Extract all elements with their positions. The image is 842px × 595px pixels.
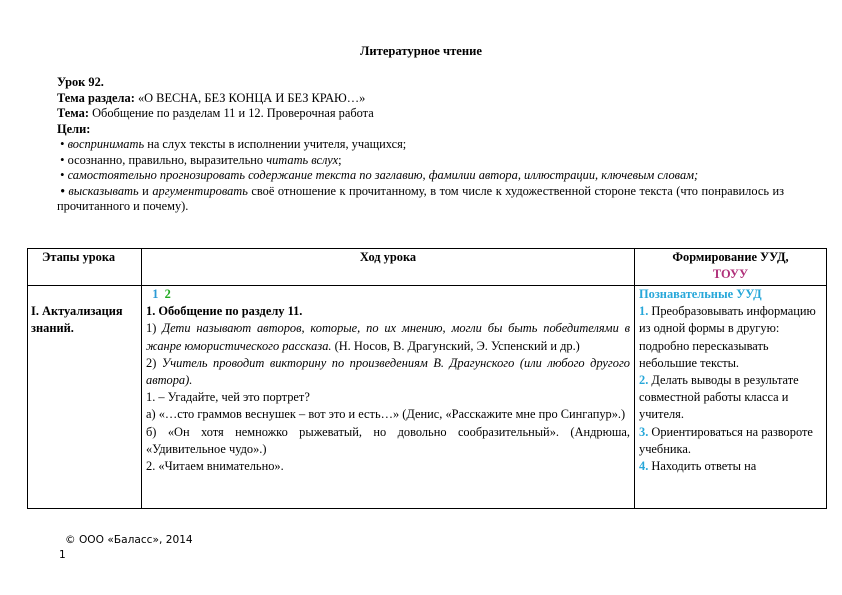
section-value: «О ВЕСНА, БЕЗ КОНЦА И БЕЗ КРАЮ…» (137, 90, 366, 105)
goal-4 (57, 184, 784, 215)
section-label: Тема раздела: (57, 90, 135, 105)
goal-3-text: самостоятельно прогнозировать содержание текста по заглавию, фамилии автора, иллюстрации, ключевым словам; (67, 168, 699, 182)
footer-copyright: © ООО «Баласс», 2014 (65, 534, 193, 546)
section-line (57, 91, 784, 107)
topic-value: Обобщение по разделам 11 и 12. Проверочная работа (92, 106, 374, 120)
lesson-number: Урок 92. (57, 75, 104, 89)
stage-label: I. Актуализация знаний. (31, 304, 123, 336)
goal-2: • осознанно, правильно, выразительно читать вслух; (60, 152, 342, 167)
question-2: 2. «Читаем внимательно». (146, 459, 284, 474)
goals-label: Цели: (57, 121, 91, 136)
bullet: • (60, 152, 65, 167)
course-cell (142, 286, 635, 509)
uud-title: Познавательные УУД (639, 287, 762, 301)
header-uud: Формирование УУД, ТОУУ (635, 249, 827, 286)
goal-2-italic: читать вслух (266, 152, 339, 167)
page-number: 1 (59, 549, 66, 561)
step-numbers (146, 286, 630, 303)
uud-item: 2. Делать выводы в результате совместной работы класса и учителя. (639, 373, 799, 422)
header-stages: Этапы урока (28, 249, 142, 286)
goal-2-text: осознанно, правильно, выразительно (67, 152, 264, 167)
paragraph-2: 2) Учитель проводит викторину по произведениям В. Драгунского (или любого другого автора). (146, 355, 630, 388)
bullet: • (60, 168, 65, 182)
goal-4-verb1: высказывать (68, 183, 139, 198)
uud-cell (635, 286, 827, 509)
goal-4-and: и (142, 183, 149, 198)
header-course: Ход урока (142, 249, 635, 286)
goal-4-text: своё отношение к прочитанному, в том числе к художественной стороне текста (что понравилось из прочитанного и почему). (57, 183, 784, 213)
question-1: 1. – Угадайте, чей это портрет? (146, 390, 310, 405)
stage-cell (28, 286, 142, 509)
page-title: Литературное чтение (360, 44, 482, 58)
question-a: а) «…сто граммов веснушек – вот это и есть…» (Денис, «Расскажите мне про Сингапур».) (146, 407, 626, 422)
goal-4-verb2: аргументировать (152, 183, 248, 198)
goal-3 (57, 168, 784, 184)
step-num-2: 2 (164, 287, 171, 301)
goal-1-verb: воспринимать (67, 137, 145, 151)
goal-1-text: на слух тексты в исполнении учителя, учащихся; (147, 137, 407, 151)
touu-label: ТОУУ (712, 267, 749, 282)
question-b: б) «Он хотя немножко рыжеватый, но довольно сообразительный». (Андрюша, «Удивительное чудо».) (146, 424, 630, 456)
table-row (28, 286, 827, 509)
paragraph-1: 1) Дети называют авторов, которые, по их мнению, могли бы быть победителями в жанре юмористического рассказа. (Н. Носов, В. Драгунский, Э. Успенский и др.) (146, 321, 630, 353)
uud-item: 4. Находить ответы на (639, 459, 757, 474)
topic-label: Тема: (57, 106, 89, 120)
goal-1 (57, 137, 784, 153)
bullet: • (60, 137, 65, 151)
topic-line (57, 106, 784, 122)
lesson-table (27, 248, 827, 509)
uud-item: 3. Ориентироваться на развороте учебника. (639, 424, 813, 456)
lesson-meta (57, 75, 784, 215)
bullet: • (60, 183, 65, 198)
section-heading: 1. Обобщение по разделу 11. (146, 304, 303, 319)
step-num-1: 1 (152, 287, 159, 301)
uud-item: 1. Преобразовывать информацию из одной формы в другую: подробно пересказывать небольшие тексты. (639, 304, 816, 370)
table-header-row (28, 249, 827, 286)
